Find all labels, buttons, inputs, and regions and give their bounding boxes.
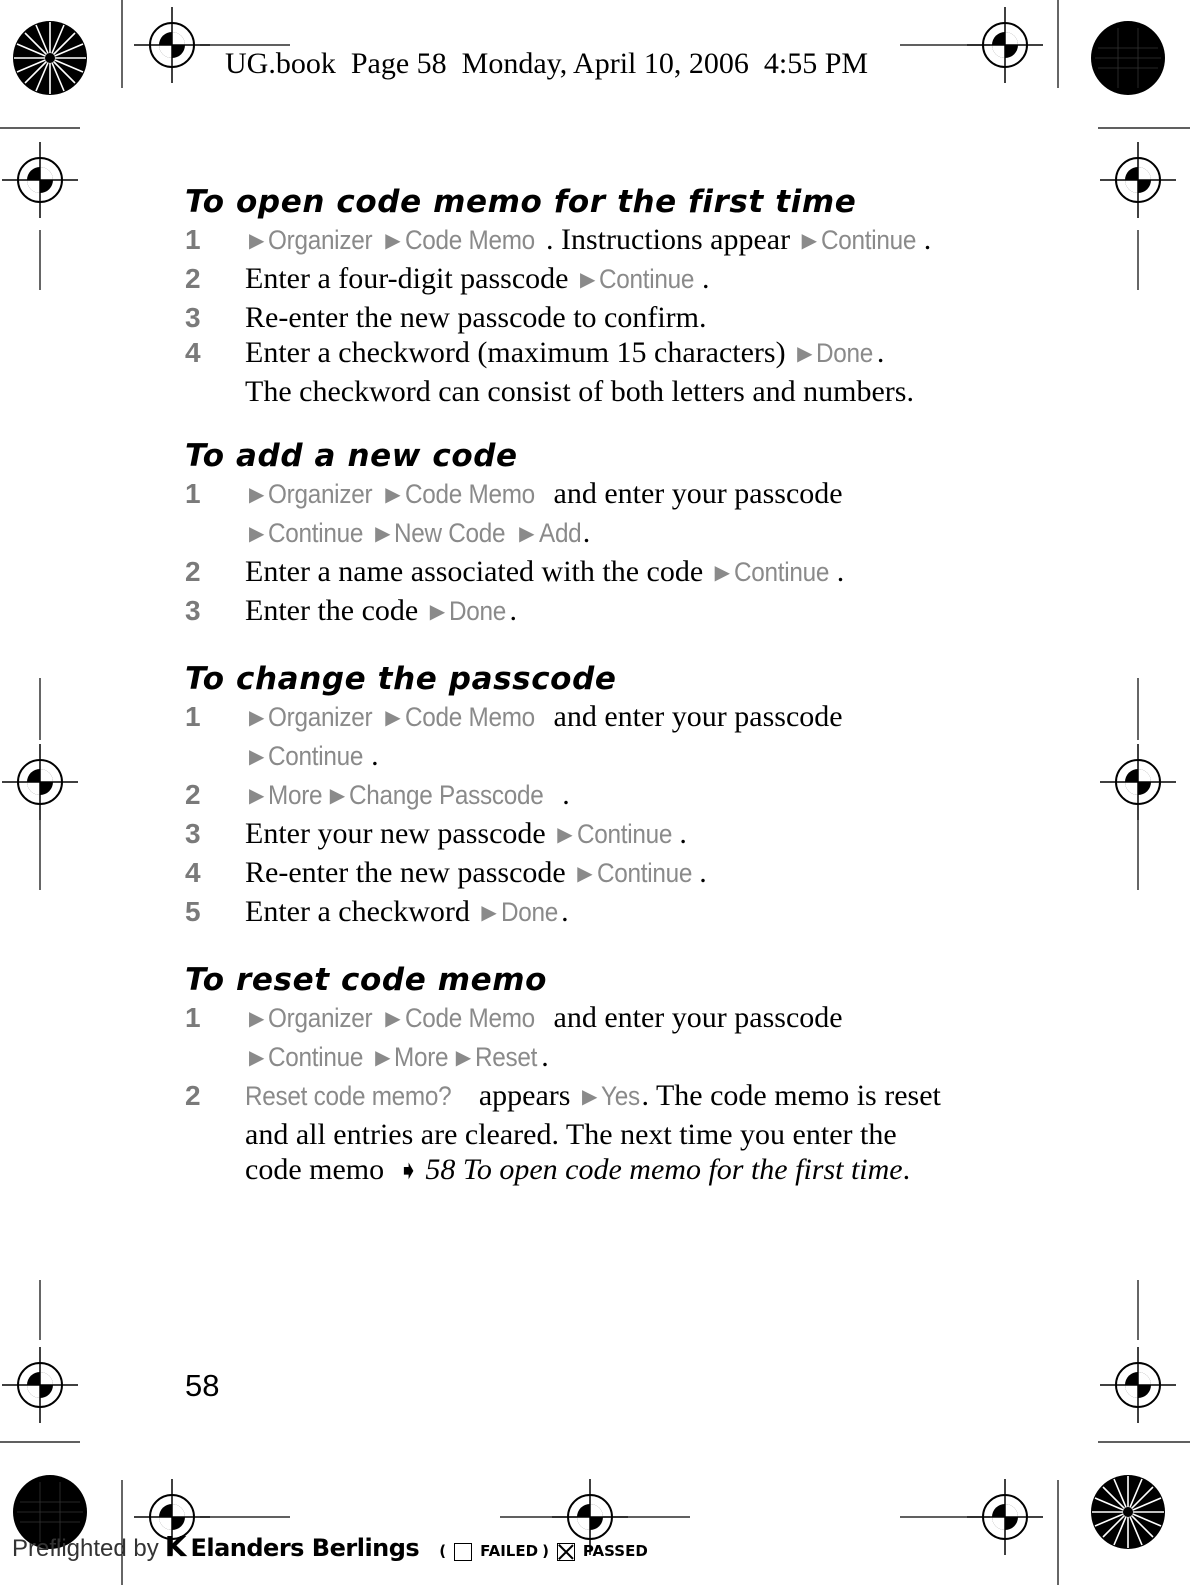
step-line [245,300,1005,335]
paren-close: ) [542,1542,549,1560]
body-text: and enter your passcode [546,1001,843,1034]
body-text: . The code memo is reset [641,1079,941,1112]
menu-arrow-icon: ▶ [375,1047,391,1069]
menu-item-label: Reset code memo? [245,1081,452,1111]
menu-arrow-icon: ▶ [429,601,446,623]
step-text [245,261,1005,300]
body-text: . [876,336,885,369]
step-line [245,699,1005,738]
step-text [245,222,1005,261]
body-text: Enter your new passcode [245,817,554,850]
step-text [245,593,1005,632]
step-number: 2 [185,556,201,587]
step-text [245,300,1005,335]
menu-arrow-icon: ▶ [329,785,346,807]
menu-arrow-icon: ▶ [385,484,401,506]
step-line [245,1078,1005,1117]
step-line [245,777,1005,816]
passed-checkbox-icon [557,1543,575,1561]
menu-arrow-icon: ▶ [249,484,265,506]
cross-reference: 58 To open code memo for the first time [425,1153,903,1186]
step-text [245,699,1005,777]
menu-arrow-icon: ▶ [249,785,265,807]
menu-item-label: Continue [734,557,830,587]
body-text: and enter your passcode [546,700,843,733]
step-line [245,335,1005,374]
menu-arrow-icon: ▶ [797,343,813,365]
body-text: Enter the code [245,594,426,627]
step-text [245,855,1005,894]
step-line [245,476,1005,515]
preflight-footer [12,1530,648,1570]
passed-label: PASSED [582,1542,648,1560]
body-text: . [836,555,845,588]
menu-item-label: Continue [576,819,672,849]
menu-item-label: Code Memo [404,702,535,732]
menu-arrow-icon: ▶ [249,230,265,252]
step-text [245,1000,1005,1078]
step-line [245,816,1005,855]
menu-arrow-icon: ▶ [481,902,497,924]
step-line [245,593,1005,632]
step-line [245,1152,1005,1188]
body-text: . [902,1153,911,1186]
step-item [185,300,1005,335]
menu-item-label: Continue [268,518,364,548]
body-text: Re-enter the new passcode [245,856,574,889]
body-text: . [923,223,932,256]
menu-arrow-icon: ▶ [714,562,731,584]
step-text [245,894,1005,933]
body-text: Enter a four-digit passcode [245,262,576,295]
print-header: UG.book Page 58 Monday, April 10, 2006 4:55 PM [225,47,869,80]
step-item [185,261,1005,300]
menu-item-label: Code Memo [404,1003,535,1033]
menu-item-label: More [268,780,323,810]
step-item [185,855,1005,894]
menu-arrow-icon: ▶ [385,707,401,729]
menu-item-label: Continue [596,858,692,888]
menu-item-label: Continue [599,264,695,294]
menu-arrow-icon: ▶ [577,863,593,885]
body-text: . [371,739,379,772]
step-text [245,554,1005,593]
menu-arrow-icon: ▶ [455,1047,472,1069]
step-number: 2 [185,779,201,810]
body-text: . [561,895,569,928]
main-content [185,182,1005,1215]
menu-item-label: Yes [601,1081,641,1111]
step-number: 3 [185,818,201,849]
body-text: appears [471,1079,578,1112]
step-item [185,1078,1005,1188]
step-number: 3 [185,302,201,333]
step-line [245,374,1005,409]
step-number: 4 [185,337,201,368]
body-text: Re-enter the new passcode to confirm. [245,301,707,334]
menu-item-label: Organizer [268,225,373,255]
section-heading: To change the passcode [185,661,617,697]
menu-item-label: Organizer [268,702,373,732]
step-number: 4 [185,857,201,888]
body-text: . [679,817,687,850]
menu-arrow-icon: ▶ [249,707,265,729]
instruction-section [185,182,1005,409]
menu-arrow-icon: ▶ [375,523,391,545]
step-item [185,593,1005,632]
reference-arrow-icon: ➧ [397,1156,420,1185]
preflighted-label: Preflighted by [12,1535,159,1562]
menu-item-label: Code Memo [404,479,535,509]
body-text: . Instructions appear [546,223,798,256]
body-text: code memo [245,1153,392,1186]
menu-item-label: Organizer [268,479,373,509]
menu-arrow-icon: ▶ [249,1047,265,1069]
menu-arrow-icon: ▶ [801,230,817,252]
step-number: 1 [185,224,201,255]
body-text: and all entries are cleared. The next time you enter the [245,1118,897,1151]
body-text: . [582,516,591,549]
step-line [245,1117,1005,1152]
menu-item-label: Continue [821,225,917,255]
body-text: Enter a checkword (maximum 15 characters) [245,336,794,369]
step-number: 3 [185,595,201,626]
step-item [185,222,1005,261]
body-text: . [699,856,707,889]
menu-arrow-icon: ▶ [249,1008,265,1030]
menu-item-label: Add [538,518,581,548]
section-heading: To open code memo for the first time [185,184,857,220]
elanders-logo-icon: K [164,1530,187,1563]
step-line [245,515,1005,554]
step-number: 1 [185,701,201,732]
step-text [245,777,1005,816]
section-heading: To reset code memo [185,962,548,998]
step-line [245,261,1005,300]
instruction-section [185,659,1005,933]
failed-checkbox-icon [454,1543,472,1561]
menu-arrow-icon: ▶ [249,746,265,768]
step-item [185,894,1005,933]
step-line [245,1000,1005,1039]
menu-item-label: New Code [394,518,506,548]
menu-item-label: Change Passcode [349,780,544,810]
body-text: Enter a name associated with the code [245,555,711,588]
menu-item-label: Continue [268,1042,364,1072]
step-line [245,222,1005,261]
menu-arrow-icon: ▶ [579,269,596,291]
instruction-section [185,436,1005,632]
instruction-section [185,960,1005,1188]
step-line [245,894,1005,933]
menu-item-label: Organizer [268,1003,373,1033]
step-item [185,335,1005,409]
menu-arrow-icon: ▶ [581,1086,598,1108]
step-line [245,1039,1005,1078]
menu-arrow-icon: ▶ [249,523,265,545]
step-number: 1 [185,478,201,509]
body-text: . [541,1040,549,1073]
step-item [185,777,1005,816]
body-text: Enter a checkword [245,895,478,928]
menu-arrow-icon: ▶ [385,230,401,252]
menu-arrow-icon: ▶ [519,523,535,545]
menu-item-label: Continue [268,741,364,771]
menu-item-label: Reset [475,1042,538,1072]
step-number: 2 [185,1080,201,1111]
section-heading: To add a new code [185,438,518,474]
step-text [245,816,1005,855]
failed-label: FAILED [480,1542,539,1560]
menu-item-label: Done [500,897,558,927]
step-item [185,816,1005,855]
step-item [185,476,1005,554]
step-text [245,1078,1005,1188]
step-item [185,699,1005,777]
menu-item-label: Done [816,338,874,368]
step-line [245,855,1005,894]
menu-item-label: More [394,1042,449,1072]
step-number: 1 [185,1002,201,1033]
menu-item-label: Code Memo [404,225,535,255]
body-text: . [509,594,517,627]
menu-arrow-icon: ▶ [557,824,573,846]
brand-name: Elanders Berlings [190,1534,420,1562]
page-number: 58 [185,1368,220,1403]
menu-item-label: Done [449,596,507,626]
paren-open: ( [439,1542,447,1560]
step-line [245,738,1005,777]
step-item [185,554,1005,593]
body-text: . [702,262,710,295]
menu-arrow-icon: ▶ [385,1008,401,1030]
step-item [185,1000,1005,1078]
step-number: 2 [185,263,201,294]
body-text: and enter your passcode [546,477,843,510]
step-number: 5 [185,896,201,927]
body-text: . [562,778,570,811]
step-text [245,476,1005,554]
step-line [245,554,1005,593]
body-text: The checkword can consist of both letters and numbers. [245,375,914,408]
step-text [245,335,1005,409]
